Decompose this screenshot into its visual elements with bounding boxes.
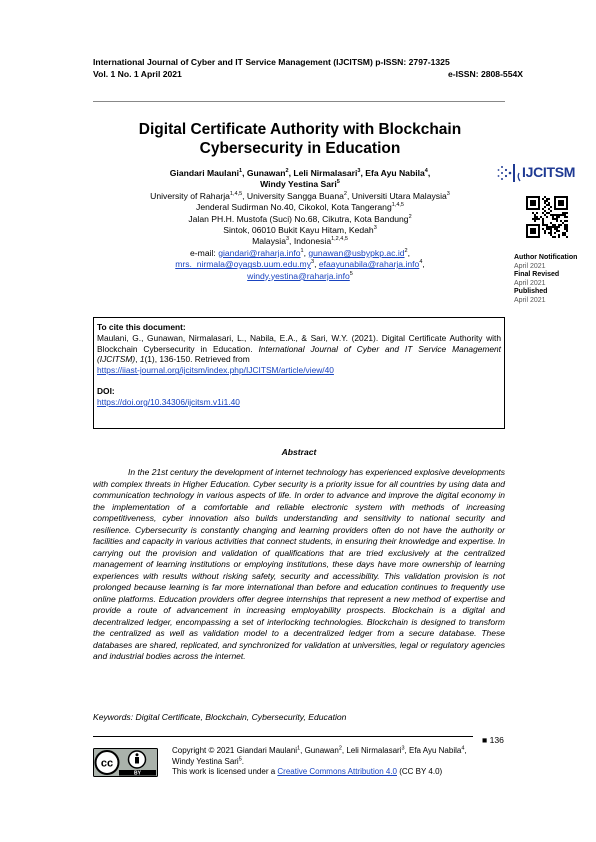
- doi-heading: DOI:: [97, 385, 115, 396]
- author-line-1: Giandari Maulani$^1$, Gunawan$^2$, Leli Nirmalasari$^3$, Efa Ayu Nabila$^4$,: [169, 168, 431, 178]
- cc-by-license-icon[interactable]: [93, 748, 158, 777]
- email-link-2[interactable]: gunawan@usbypkp.ac.id: [308, 247, 405, 258]
- country-malaysia-sup: 3: [285, 236, 290, 243]
- author-line-2: [96, 179, 504, 190]
- address-bandung-sup: 2: [408, 213, 412, 220]
- svg-text:cc: cc: [100, 757, 114, 770]
- email-4-sup: 4: [419, 259, 423, 266]
- abstract-body: In the 21st century the development of internet technology has experienced explosive developments with complex threats in Higher Education. Cyber security is a priority issue for all countries by using data and communication technology in various aspects of life. In order to advance and improve the digital economy in the implementation of a comfortable and reliable electronic system with methods of increasing competitiveness, cyber innovation also builds understanding and sensitivity to national security and resilience. Cybersecurity is constantly changing and learning providers often do not have the authority or facilities and capacity in various activities that connect students, in ensuring their knowledge and expertise. In carrying out the provision and validation of qualifications that are tried exclusively at the centralized management of learning institutions or employing institutions, these days have more ownership of learning experiences with results without risking safety, security and accessibility. This validation provision is not prolonged because learning is far more international than before and education continues to frequently use online platforms. Education providers offer degree internships that represent a new method of expertise and provide a route of advancement in increasing employability prospects. Blockchain is a digital and decentralized ledger, encompassing a set of interlocking technologies. Blockchain is designed to transform the centralized as well as validation model to a decentralized ledger from a secure database. These databases are shared, replicated, and synchronized for validation at universities, legal or regulatory agencies and industrial bodies across the internet.: [93, 467, 505, 661]
- abstract-heading: Abstract: [281, 447, 317, 457]
- copyright-part-6: Windy Yestina Sari: [172, 756, 239, 766]
- authors-block: [96, 168, 504, 282]
- copyright-part-2: , Gunawan: [300, 746, 339, 755]
- copyright-line-2: [172, 757, 506, 768]
- copyright-block: [172, 746, 506, 778]
- email-link-1[interactable]: giandari@raharja.info: [218, 247, 301, 258]
- author-3-sup: 3: [357, 168, 361, 175]
- paper-title-line-1: Digital Certificate Authority with Blockchain: [138, 121, 462, 138]
- copyright-sup-1: 1: [297, 745, 301, 752]
- logo-text: IJCITSM: [522, 164, 576, 180]
- cite-journal: International Journal of Cyber and IT Service Management (IJCITSM): [97, 343, 501, 365]
- email-link-5[interactable]: windy.yestina@raharja.info: [247, 270, 350, 281]
- license-line: [172, 767, 506, 778]
- email-3-sup: 3: [311, 259, 315, 266]
- copyright-sup-6: 5: [238, 755, 242, 762]
- cite-url-link[interactable]: https://iiast-journal.org/ijcitsm/index.php/IJCITSM/article/view/40: [97, 365, 334, 376]
- author-5-sup: 5: [336, 179, 340, 186]
- address-kedah-sup: 3: [373, 225, 377, 232]
- author-1: Giandari Maulani: [169, 168, 239, 178]
- address-bandung: Jalan PH.H. Mustofa (Suci) No.68, Cikutra, Kota Bandung: [188, 213, 409, 224]
- copyright-part-3: , Leli Nirmalasari: [341, 746, 402, 755]
- cite-sep: ,: [135, 354, 140, 365]
- license-prefix: This work is licensed under a: [172, 767, 278, 776]
- affiliation-uum: , Universiti Utara Malaysia: [346, 190, 447, 201]
- author-4-sup: 4: [424, 168, 428, 175]
- cite-text-1: Maulani, G., Gunawan, Nirmalasari, L., Nabila, E.A., & Sari, W.Y. (2021). Digital Certificate Authority with Blockchain Cybersecurity in Education.: [97, 332, 501, 354]
- author-4: Efa Ayu Nabila: [365, 168, 425, 178]
- author-3: Leli Nirmalasari: [293, 168, 358, 178]
- paper-title-line-2: Cybersecurity in Education: [199, 140, 401, 157]
- citation-box: [93, 317, 505, 429]
- cc-by-badge-text: BY: [134, 770, 141, 777]
- license-link[interactable]: Creative Commons Attribution 4.0: [277, 767, 397, 776]
- copyright-part-7: .: [241, 756, 244, 766]
- abstract-text: [93, 467, 505, 663]
- header-rule: [93, 101, 505, 102]
- dates-block: [514, 254, 577, 305]
- eissn-line: e-ISSN: 2808-554X: [448, 69, 523, 79]
- copyright-sup-2: 2: [338, 745, 342, 752]
- email-line-1: e-mail: giandari@raharja.info$^1$, $gunawan@usbypkp.ac.id^2$,: [190, 247, 410, 258]
- affiliation-sangga-buana-sup: 2: [343, 190, 347, 197]
- notification-date: April 2021: [514, 262, 546, 270]
- email-link-3[interactable]: mrs._nirmala@oyagsb.uum.edu.my: [175, 259, 311, 270]
- address-tangerang: Jenderal Sudirman No.40, Cikokol, Kota Tangerang: [196, 202, 392, 213]
- copyright-part-5: ,: [464, 746, 467, 755]
- email-5-sup: 5: [349, 270, 353, 277]
- address-line-2: [96, 214, 504, 225]
- published-date: April 2021: [514, 296, 546, 304]
- notification-label: Author Notification: [514, 254, 578, 261]
- country-indonesia-sup: 1,2,4,5: [331, 236, 348, 243]
- copyright-sup-4: 4: [461, 745, 465, 752]
- affiliation-line-1: [96, 191, 504, 202]
- cite-vol: 1: [139, 354, 145, 365]
- keywords: Keywords: Digital Certificate, Blockchain, Cybersecurity, Education: [93, 712, 347, 722]
- paper-title: [95, 120, 505, 158]
- email-line-2: $mrs.\_nirmala@oyagsb.uum.edu.my^3$, efaayunabila@raharja.info$^4$,: [175, 259, 425, 270]
- copyright-sup-3: 3: [401, 745, 405, 752]
- affiliation-raharja: University of Raharja: [150, 190, 230, 201]
- email-link-4[interactable]: efaayunabila@raharja.info: [318, 259, 420, 270]
- address-line-3: [96, 225, 504, 236]
- country-malaysia: Malaysia: [252, 236, 286, 247]
- license-suffix: (CC BY 4.0): [397, 767, 443, 776]
- qr-code[interactable]: [526, 196, 568, 238]
- page-number: ■ 136: [482, 735, 504, 745]
- author-5: Windy Yestina Sari: [260, 179, 337, 190]
- revised-label: Final Revised: [514, 271, 560, 278]
- author-2-sup: 2: [285, 168, 289, 175]
- volume-line: Vol. 1 No. 1 April 2021: [93, 69, 182, 79]
- revised-date: April 2021: [514, 279, 546, 287]
- address-tangerang-sup: 1,4,5: [391, 202, 404, 209]
- published-label: Published: [514, 288, 548, 295]
- journal-header-line: International Journal of Cyber and IT Service Management (IJCITSM) p-ISSN: 2797-1325: [93, 57, 450, 67]
- cite-text: [97, 333, 501, 376]
- footer-rule: [93, 736, 473, 737]
- doi-link[interactable]: https://doi.org/10.34306/ijcitsm.v1i1.40: [97, 396, 240, 407]
- qr-code-icon: [526, 196, 568, 238]
- email-2-sup: 2: [404, 247, 408, 254]
- author-1-sup: 1: [239, 168, 243, 175]
- affiliation-raharja-sup: 1,4,5: [229, 190, 243, 197]
- address-kedah: Sintok, 06010 Bukit Kayu Hitam, Kedah: [223, 225, 374, 236]
- copyright-line: [172, 746, 506, 757]
- affiliation-sangga-buana: , University Sangga Buana: [242, 190, 344, 201]
- email-label: e-mail:: [190, 247, 219, 258]
- copyright-part-4: , Efa Ayu Nabila: [404, 746, 462, 755]
- ijcitsm-logo: [496, 160, 576, 186]
- email-1-sup: 1: [300, 247, 304, 254]
- cite-heading: To cite this document:: [97, 322, 186, 332]
- address-line-1: [96, 202, 504, 213]
- copyright-part-1: Copyright © 2021 Giandari Maulani: [172, 746, 298, 755]
- author-2: Gunawan: [246, 168, 286, 178]
- country-line: [96, 236, 504, 247]
- cite-text-2: (1), 136-150. Retrieved from: [144, 354, 250, 365]
- affiliation-uum-sup: 3: [446, 190, 450, 197]
- email-line-3: [96, 271, 504, 282]
- country-indonesia: , Indonesia: [289, 236, 332, 247]
